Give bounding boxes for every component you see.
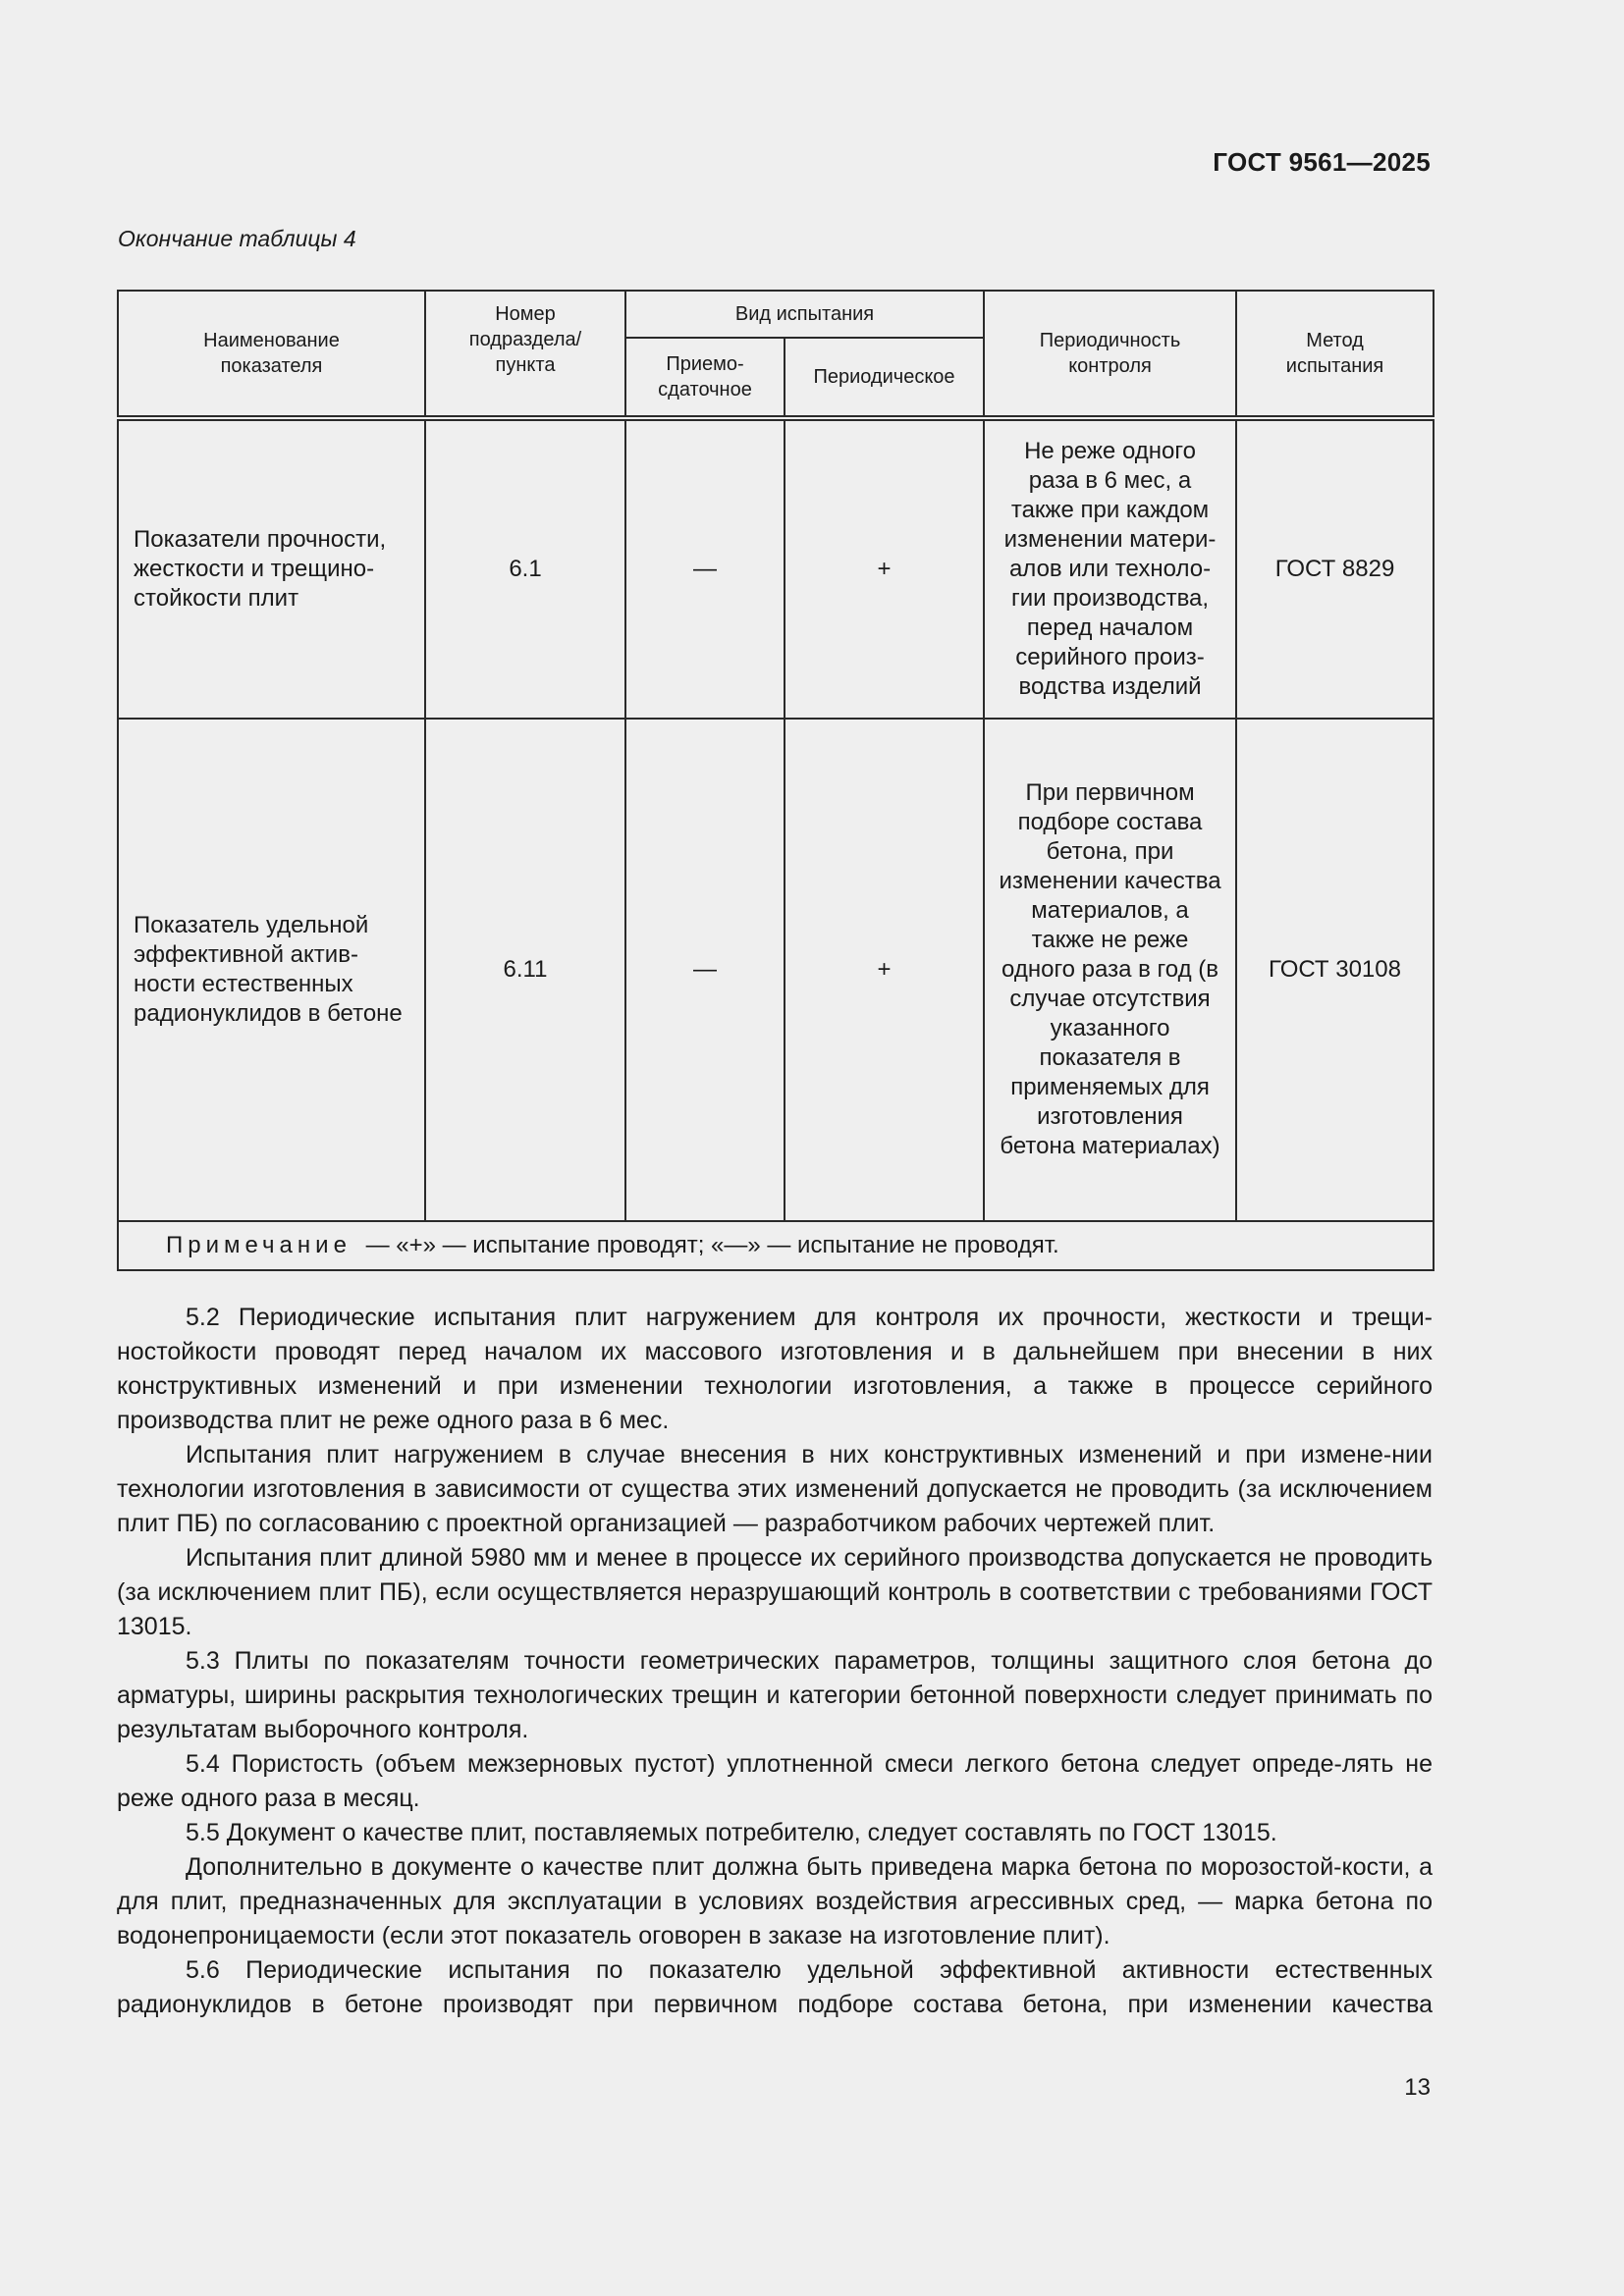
cell-periodic: + [785,418,984,719]
cell-frequency: При первичном подборе состава бетона, при изменении качества материалов, а также не реже одного раза в год (в случае отсутствия указанного показателя в применяемых для изготовления бетона материалах) [984,719,1236,1221]
test-table [117,290,1435,1271]
header-section: Номер подраздела/ пункта [425,291,625,418]
cell-name: Показатели прочности, жесткости и трещино-стойкости плит [118,418,425,719]
table-row [118,719,1434,1221]
cell-frequency: Не реже одного раза в 6 мес, а также при каждом изменении матери-алов или техноло-гии производства, перед началом серийного произ-водства изделий [984,418,1236,719]
page-number: 13 [1404,2074,1431,2101]
header-method: Метод испытания [1236,291,1434,418]
paragraph: 5.6 Периодические испытания по показателю удельной эффективной активности естественных радионуклидов в бетоне производят при первичном подборе состава бетона, при изменении качества [117,1956,1433,2018]
table-caption: Окончание таблицы 4 [118,226,356,251]
cell-method: ГОСТ 30108 [1236,719,1434,1221]
cell-name: Показатель удельной эффективной актив-ности естественных радионуклидов в бетоне [118,719,425,1221]
note-label: Примечание [166,1232,352,1258]
header-periodic: Периодическое [785,338,984,418]
paragraph: 5.4 Пористость (объем межзерновых пустот) уплотненной смеси легкого бетона следует опреде-лять не реже одного раза в месяц. [117,1750,1433,1812]
cell-acceptance: — [625,719,785,1221]
cell-method: ГОСТ 8829 [1236,418,1434,719]
paragraph: 5.3 Плиты по показателям точности геометрических параметров, толщины защитного слоя бетона до арматуры, ширины раскрытия технологических трещин и категории бетонной поверхности следует принимать по результатам выборочного контроля. [117,1647,1433,1743]
paragraph: Дополнительно в документе о качестве плит должна быть приведена марка бетона по морозостой-кости, а для плит, предназначенных для эксплуатации в условиях воздействия агрессивных сред, — марка бетона по водонепроницаемости (если этот показатель оговорен в заказе на изготовление плит). [117,1853,1433,1949]
cell-periodic: + [785,719,984,1221]
note-text: — «+» — испытание проводят; «—» — испытание не проводят. [365,1232,1059,1258]
header-frequency: Периодичность контроля [984,291,1236,418]
header-test-type: Вид испытания [625,291,984,338]
table-header [118,291,1434,418]
table-note [118,1221,1434,1270]
paragraph: 5.2 Периодические испытания плит нагружением для контроля их прочности, жесткости и трещи-ностойкости проводят перед началом их массового изготовления и в дальнейшем при внесении в них конструктивных изменений и при изменении технологии изготовления, а также в процессе серийного производства плит не реже одного раза в 6 мес. [117,1304,1433,1434]
body-text [117,1301,1433,2022]
paragraph: Испытания плит нагружением в случае внесения в них конструктивных изменений и при измене-нии технологии изготовления в зависимости от существа этих изменений допускается не проводить (за исключением плит ПБ) по согласованию с проектной организацией — разработчиком рабочих чертежей плит. [117,1441,1433,1537]
header-acceptance: Приемо-сдаточное [625,338,785,418]
cell-section: 6.1 [425,418,625,719]
table-row [118,418,1434,719]
document-code: ГОСТ 9561—2025 [1213,147,1431,177]
table-note-row [118,1221,1434,1270]
paragraph: 5.5 Документ о качестве плит, поставляемых потребителю, следует составлять по ГОСТ 13015. [186,1819,1277,1846]
paragraph: Испытания плит длиной 5980 мм и менее в процессе их серийного производства допускается не проводить (за исключением плит ПБ), если осуществляется неразрушающий контроль в соответствии с требованиями ГОСТ 13015. [117,1544,1433,1640]
cell-section: 6.11 [425,719,625,1221]
cell-acceptance: — [625,418,785,719]
header-name: Наименование показателя [118,291,425,418]
